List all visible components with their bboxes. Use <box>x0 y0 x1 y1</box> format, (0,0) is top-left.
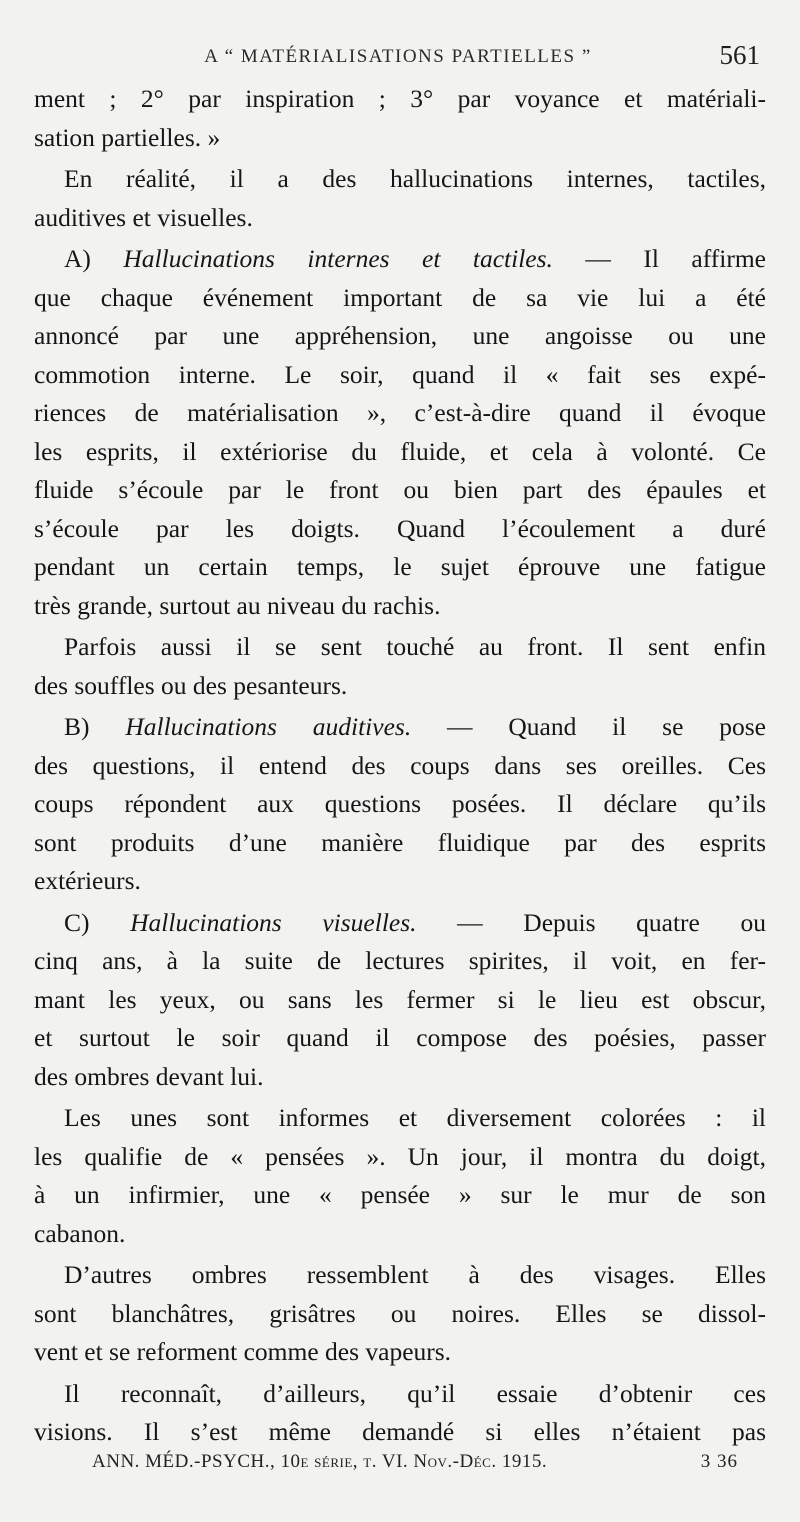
journal-reference: ANN. MÉD.-PSYCH., 10e série, t. VI. Nov.-Déc. 1915. <box>92 1451 548 1472</box>
text-line: annoncé par une appréhension, une angoisse ou une <box>34 321 766 350</box>
text-line: D’autres ombres ressemblent à des visages. Elles <box>64 1260 766 1289</box>
text-line: et surtout le soir quand il compose des poésies, passer <box>34 1023 766 1052</box>
printer-signature: 3 36 <box>700 1451 738 1472</box>
section-heading-line: B) Hallucinations auditives. — Quand il se pose <box>64 712 766 741</box>
text-line: des souffles ou des pesanteurs. <box>34 670 348 700</box>
text-line: des ombres devant lui. <box>34 1061 264 1091</box>
section-title-auditory: Hallucinations auditives. <box>125 712 412 741</box>
text-line: auditives et visuelles. <box>34 202 253 232</box>
text-line: riences de matérialisation », c’est-à-dire quand il évoque <box>34 398 766 427</box>
text-line: les qualifie de « pensées ». Un jour, il montra du doigt, <box>34 1141 766 1171</box>
text-line: Les unes sont informes et diversement colorées : il <box>64 1103 766 1132</box>
text-line: commotion interne. Le soir, quand il « fait ses expé- <box>34 359 766 389</box>
text-line: cabanon. <box>34 1218 126 1248</box>
text-line: s’écoule par les doigts. Quand l’écoulement a duré <box>34 513 766 543</box>
page-number: 561 <box>719 40 760 70</box>
body-text <box>34 80 766 1452</box>
text-line: pendant un certain temps, le sujet éprouve une fatigue <box>34 552 766 581</box>
text-line: à un infirmier, une « pensée » sur le mur de son <box>34 1180 766 1209</box>
text-line: Parfois aussi il se sent touché au front. Il sent enfin <box>64 632 766 661</box>
running-title: A “ MATÉRIALISATIONS PARTIELLES ” <box>204 46 592 67</box>
text-line: sont produits d’une manière fluidique par des esprits <box>34 827 766 857</box>
section-title-internal: Hallucinations internes et tactiles. <box>123 244 553 273</box>
text-line: très grande, surtout au niveau du rachis. <box>34 590 441 620</box>
text-line: des questions, il entend des coups dans ses oreilles. Ces <box>34 750 766 780</box>
running-head <box>36 40 760 80</box>
text-line: fluide s’écoule par le front ou bien part des épaules et <box>34 475 766 504</box>
text-line: sation partielles. » <box>34 122 221 152</box>
text-line: cinq ans, à la suite de lectures spirites, il voit, en fer- <box>34 946 766 975</box>
text-line: coups répondent aux questions posées. Il déclare qu’ils <box>34 789 766 818</box>
text-line: Il reconnaît, d’ailleurs, qu’il essaie d’obtenir ces <box>64 1378 766 1408</box>
text-line: vent et se reforment comme des vapeurs. <box>34 1337 452 1366</box>
text-line: ment ; 2° par inspiration ; 3° par voyance et matériali- <box>34 84 766 113</box>
page-footer <box>92 1451 738 1481</box>
text-line: mant les yeux, ou sans les fermer si le lieu est obscur, <box>34 984 766 1014</box>
text-line: visions. Il s’est même demandé si elles n’étaient pas <box>34 1417 766 1446</box>
text-line: extérieurs. <box>34 866 141 895</box>
section-title-visual: Hallucinations visuelles. <box>130 907 417 937</box>
text-line: En réalité, il a des hallucinations internes, tactiles, <box>64 164 766 193</box>
text-line: que chaque événement important de sa vie lui a été <box>34 282 766 312</box>
text-line: sont blanchâtres, grisâtres ou noires. Elles se dissol- <box>34 1298 766 1328</box>
text-line: les esprits, il extériorise du fluide, et cela à volonté. Ce <box>34 436 766 466</box>
section-heading-line: C) Hallucinations visuelles. — Depuis quatre ou <box>64 907 766 937</box>
section-heading-line: A) Hallucinations internes et tactiles. — Il affirme <box>64 244 766 273</box>
